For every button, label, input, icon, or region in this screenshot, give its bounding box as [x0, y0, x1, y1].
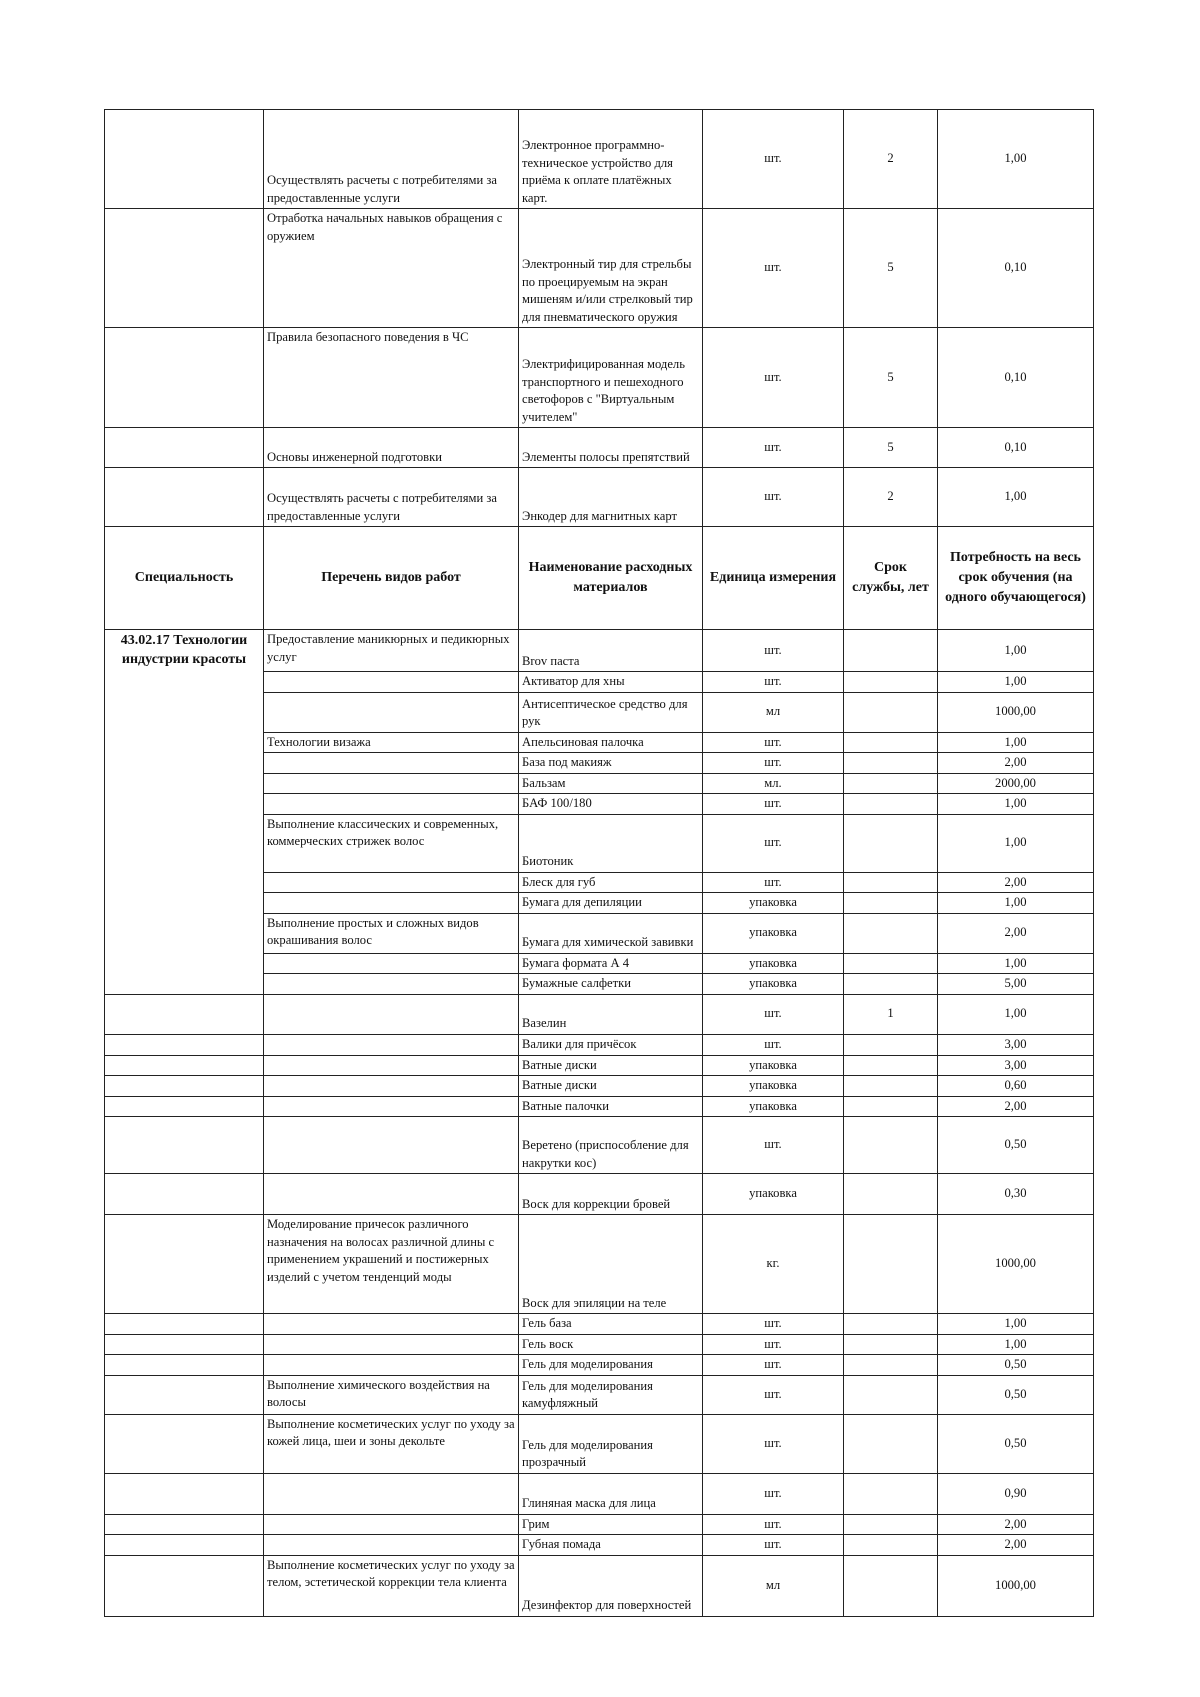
material-cell: Гель база	[519, 1314, 703, 1335]
unit-cell: шт.	[703, 630, 844, 672]
material-cell: Ватные диски	[519, 1055, 703, 1076]
table-row	[105, 1174, 1094, 1215]
unit-cell: шт.	[703, 1473, 844, 1514]
table-row	[105, 1314, 1094, 1335]
life-cell	[844, 732, 938, 753]
need-cell: 1000,00	[938, 1555, 1094, 1616]
work-cell: Технологии визажа	[264, 732, 519, 753]
work-cell	[264, 872, 519, 893]
need-cell: 2,00	[938, 1514, 1094, 1535]
specialty-cell	[105, 1414, 264, 1473]
material-cell: Элементы полосы препятствий	[519, 428, 703, 468]
material-cell: Воск для коррекции бровей	[519, 1174, 703, 1215]
need-cell: 2,00	[938, 913, 1094, 953]
unit-cell: шт.	[703, 1034, 844, 1055]
material-cell: Ватные диски	[519, 1076, 703, 1097]
specialty-cell	[105, 1355, 264, 1376]
need-cell: 0,10	[938, 428, 1094, 468]
life-cell	[844, 814, 938, 872]
life-cell	[844, 893, 938, 914]
work-cell: Предоставление маникюрных и педикюрных услуг	[264, 630, 519, 672]
unit-cell: шт.	[703, 732, 844, 753]
unit-cell: шт.	[703, 209, 844, 328]
material-cell: Воск для эпиляции на теле	[519, 1215, 703, 1314]
table-row	[105, 630, 1094, 672]
work-cell	[264, 1355, 519, 1376]
specialty-cell	[105, 1215, 264, 1314]
life-cell	[844, 1055, 938, 1076]
specialty-cell	[105, 1096, 264, 1117]
specialty-cell	[105, 428, 264, 468]
material-cell: Антисептическое средство для рук	[519, 692, 703, 732]
specialty-cell	[105, 328, 264, 428]
table-row	[105, 1535, 1094, 1556]
work-cell: Отработка начальных навыков обращения с оружием	[264, 209, 519, 328]
specialty-cell	[105, 209, 264, 328]
table-row	[105, 1034, 1094, 1055]
table-row	[105, 1117, 1094, 1174]
unit-cell: шт.	[703, 1117, 844, 1174]
material-cell: Энкодер для магнитных карт	[519, 468, 703, 527]
need-cell: 3,00	[938, 1055, 1094, 1076]
table-row	[105, 1215, 1094, 1314]
unit-cell: шт.	[703, 672, 844, 693]
work-cell	[264, 1117, 519, 1174]
header-unit: Единица измерения	[703, 527, 844, 630]
specialty-cell	[105, 1334, 264, 1355]
need-cell: 1,00	[938, 893, 1094, 914]
material-cell: Brov паста	[519, 630, 703, 672]
unit-cell: шт.	[703, 1535, 844, 1556]
material-cell: Апельсиновая палочка	[519, 732, 703, 753]
material-cell: Блеск для губ	[519, 872, 703, 893]
need-cell: 0,90	[938, 1473, 1094, 1514]
unit-cell: шт.	[703, 872, 844, 893]
unit-cell: мл	[703, 692, 844, 732]
life-cell	[844, 1215, 938, 1314]
life-cell	[844, 672, 938, 693]
life-cell	[844, 692, 938, 732]
unit-cell: шт.	[703, 814, 844, 872]
material-cell: База под макияж	[519, 753, 703, 774]
document-sheet	[104, 109, 1093, 1612]
table-row	[105, 209, 1094, 328]
life-cell	[844, 1375, 938, 1414]
need-cell: 2,00	[938, 872, 1094, 893]
work-cell: Моделирование причесок различного назначения на волосах различной длины с применением украшений и постижерных изделий с учетом тенденций моды	[264, 1215, 519, 1314]
unit-cell: мл	[703, 1555, 844, 1616]
material-cell: Бумага для химической завивки	[519, 913, 703, 953]
unit-cell: шт.	[703, 753, 844, 774]
work-cell	[264, 1314, 519, 1335]
specialty-cell	[105, 1055, 264, 1076]
work-cell: Выполнение простых и сложных видов окрашивания волос	[264, 913, 519, 953]
life-cell	[844, 1334, 938, 1355]
header-materials: Наименование расходных материалов	[519, 527, 703, 630]
work-cell: Выполнение косметических услуг по уходу за телом, эстетической коррекции тела клиента	[264, 1555, 519, 1616]
unit-cell: упаковка	[703, 1055, 844, 1076]
unit-cell: шт.	[703, 994, 844, 1034]
table-row	[105, 328, 1094, 428]
specialty-name: 43.02.17 Технологии индустрии красоты	[105, 630, 264, 995]
work-cell: Основы инженерной подготовки	[264, 428, 519, 468]
unit-cell: упаковка	[703, 1174, 844, 1215]
work-cell	[264, 893, 519, 914]
need-cell: 1,00	[938, 732, 1094, 753]
table-row	[105, 1514, 1094, 1535]
specialty-cell	[105, 1076, 264, 1097]
material-cell: Бумага для депиляции	[519, 893, 703, 914]
life-cell	[844, 794, 938, 815]
life-cell	[844, 1096, 938, 1117]
life-cell	[844, 773, 938, 794]
unit-cell: шт.	[703, 328, 844, 428]
need-cell: 1,00	[938, 630, 1094, 672]
need-cell: 1000,00	[938, 1215, 1094, 1314]
work-cell	[264, 753, 519, 774]
need-cell: 1,00	[938, 1314, 1094, 1335]
work-cell: Осуществлять расчеты с потребителями за предоставленные услуги	[264, 110, 519, 209]
material-cell: Губная помада	[519, 1535, 703, 1556]
table-row	[105, 428, 1094, 468]
work-cell	[264, 1174, 519, 1215]
life-cell	[844, 872, 938, 893]
life-cell	[844, 953, 938, 974]
material-cell: Электронное программно-техническое устройство для приёма к оплате платёжных карт.	[519, 110, 703, 209]
need-cell: 0,50	[938, 1375, 1094, 1414]
life-cell: 5	[844, 328, 938, 428]
unit-cell: шт.	[703, 1514, 844, 1535]
life-cell	[844, 1076, 938, 1097]
work-cell	[264, 773, 519, 794]
need-cell: 0,50	[938, 1355, 1094, 1376]
work-cell	[264, 692, 519, 732]
life-cell	[844, 1034, 938, 1055]
table-row	[105, 1334, 1094, 1355]
need-cell: 0,50	[938, 1414, 1094, 1473]
life-cell: 5	[844, 428, 938, 468]
table-row	[105, 1473, 1094, 1514]
work-cell: Выполнение классических и современных, коммерческих стрижек волос	[264, 814, 519, 872]
unit-cell: упаковка	[703, 1096, 844, 1117]
life-cell	[844, 913, 938, 953]
material-cell: Бумага формата А 4	[519, 953, 703, 974]
specialty-cell	[105, 1555, 264, 1616]
need-cell: 0,50	[938, 1117, 1094, 1174]
work-cell: Правила безопасного поведения в ЧС	[264, 328, 519, 428]
need-cell: 1,00	[938, 468, 1094, 527]
unit-cell: шт.	[703, 1414, 844, 1473]
header-life: Срок службы, лет	[844, 527, 938, 630]
unit-cell: шт.	[703, 110, 844, 209]
material-cell: Гель для моделирования камуфляжный	[519, 1375, 703, 1414]
unit-cell: шт.	[703, 1355, 844, 1376]
material-cell: Биотоник	[519, 814, 703, 872]
specialty-cell	[105, 1174, 264, 1215]
unit-cell: шт.	[703, 1314, 844, 1335]
unit-cell: упаковка	[703, 974, 844, 995]
material-cell: Бумажные салфетки	[519, 974, 703, 995]
need-cell: 1,00	[938, 794, 1094, 815]
work-cell	[264, 994, 519, 1034]
table-row	[105, 1076, 1094, 1097]
life-cell	[844, 1555, 938, 1616]
material-cell: Дезинфектор для поверхностей	[519, 1555, 703, 1616]
material-cell: Грим	[519, 1514, 703, 1535]
life-cell: 2	[844, 468, 938, 527]
table-row	[105, 1355, 1094, 1376]
need-cell: 1,00	[938, 994, 1094, 1034]
life-cell	[844, 1117, 938, 1174]
work-cell: Выполнение химического воздействия на волосы	[264, 1375, 519, 1414]
material-cell: Активатор для хны	[519, 672, 703, 693]
work-cell	[264, 1096, 519, 1117]
material-cell: Ватные палочки	[519, 1096, 703, 1117]
specialty-cell	[105, 468, 264, 527]
unit-cell: кг.	[703, 1215, 844, 1314]
material-cell: Глиняная маска для лица	[519, 1473, 703, 1514]
unit-cell: упаковка	[703, 953, 844, 974]
unit-cell: упаковка	[703, 1076, 844, 1097]
unit-cell: шт.	[703, 1334, 844, 1355]
specialty-cell	[105, 1514, 264, 1535]
work-cell	[264, 1055, 519, 1076]
material-cell: Веретено (приспособление для накрутки кос)	[519, 1117, 703, 1174]
specialty-cell	[105, 110, 264, 209]
need-cell: 0,10	[938, 209, 1094, 328]
need-cell: 3,00	[938, 1034, 1094, 1055]
need-cell: 1,00	[938, 814, 1094, 872]
life-cell	[844, 630, 938, 672]
specialty-cell	[105, 994, 264, 1034]
need-cell: 1,00	[938, 953, 1094, 974]
table-row	[105, 994, 1094, 1034]
life-cell	[844, 1314, 938, 1335]
life-cell	[844, 1473, 938, 1514]
work-cell	[264, 1076, 519, 1097]
need-cell: 0,30	[938, 1174, 1094, 1215]
material-cell: Валики для причёсок	[519, 1034, 703, 1055]
unit-cell: упаковка	[703, 913, 844, 953]
need-cell: 5,00	[938, 974, 1094, 995]
work-cell	[264, 794, 519, 815]
table-row	[105, 1096, 1094, 1117]
material-cell: Вазелин	[519, 994, 703, 1034]
work-cell	[264, 1034, 519, 1055]
header-specialty: Специальность	[105, 527, 264, 630]
work-cell: Выполнение косметических услуг по уходу за кожей лица, шеи и зоны декольте	[264, 1414, 519, 1473]
specialty-cell	[105, 1535, 264, 1556]
materials-table	[104, 109, 1094, 1617]
specialty-cell	[105, 1473, 264, 1514]
work-cell	[264, 1473, 519, 1514]
life-cell: 2	[844, 110, 938, 209]
need-cell: 2000,00	[938, 773, 1094, 794]
specialty-cell	[105, 1117, 264, 1174]
material-cell: Гель воск	[519, 1334, 703, 1355]
header-works: Перечень видов работ	[264, 527, 519, 630]
unit-cell: шт.	[703, 794, 844, 815]
need-cell: 1,00	[938, 110, 1094, 209]
need-cell: 1,00	[938, 1334, 1094, 1355]
unit-cell: шт.	[703, 428, 844, 468]
life-cell: 5	[844, 209, 938, 328]
column-header-row	[105, 527, 1094, 630]
need-cell: 0,60	[938, 1076, 1094, 1097]
table-row	[105, 468, 1094, 527]
specialty-cell	[105, 1375, 264, 1414]
work-cell	[264, 672, 519, 693]
work-cell: Осуществлять расчеты с потребителями за предоставленные услуги	[264, 468, 519, 527]
life-cell	[844, 1535, 938, 1556]
need-cell: 2,00	[938, 753, 1094, 774]
table-row	[105, 1375, 1094, 1414]
work-cell	[264, 953, 519, 974]
table-row	[105, 1414, 1094, 1473]
life-cell	[844, 974, 938, 995]
need-cell: 1,00	[938, 672, 1094, 693]
work-cell	[264, 1334, 519, 1355]
material-cell: Гель для моделирования	[519, 1355, 703, 1376]
unit-cell: мл.	[703, 773, 844, 794]
material-cell: БАФ 100/180	[519, 794, 703, 815]
life-cell	[844, 753, 938, 774]
need-cell: 1000,00	[938, 692, 1094, 732]
specialty-cell	[105, 1314, 264, 1335]
unit-cell: шт.	[703, 468, 844, 527]
life-cell	[844, 1355, 938, 1376]
work-cell	[264, 974, 519, 995]
life-cell: 1	[844, 994, 938, 1034]
material-cell: Бальзам	[519, 773, 703, 794]
material-cell: Электрифицированная модель транспортного и пешеходного светофоров с "Виртуальным учителем"	[519, 328, 703, 428]
header-need: Потребность на весь срок обучения (на одного обучающегося)	[938, 527, 1094, 630]
material-cell: Электронный тир для стрельбы по проецируемым на экран мишеням и/или стрелковый тир для пневматического оружия	[519, 209, 703, 328]
need-cell: 0,10	[938, 328, 1094, 428]
table-row	[105, 1555, 1094, 1616]
table-row	[105, 1055, 1094, 1076]
life-cell	[844, 1514, 938, 1535]
unit-cell: шт.	[703, 1375, 844, 1414]
specialty-cell	[105, 1034, 264, 1055]
material-cell: Гель для моделирования прозрачный	[519, 1414, 703, 1473]
life-cell	[844, 1414, 938, 1473]
work-cell	[264, 1535, 519, 1556]
need-cell: 2,00	[938, 1535, 1094, 1556]
unit-cell: упаковка	[703, 893, 844, 914]
work-cell	[264, 1514, 519, 1535]
life-cell	[844, 1174, 938, 1215]
table-row	[105, 110, 1094, 209]
need-cell: 2,00	[938, 1096, 1094, 1117]
